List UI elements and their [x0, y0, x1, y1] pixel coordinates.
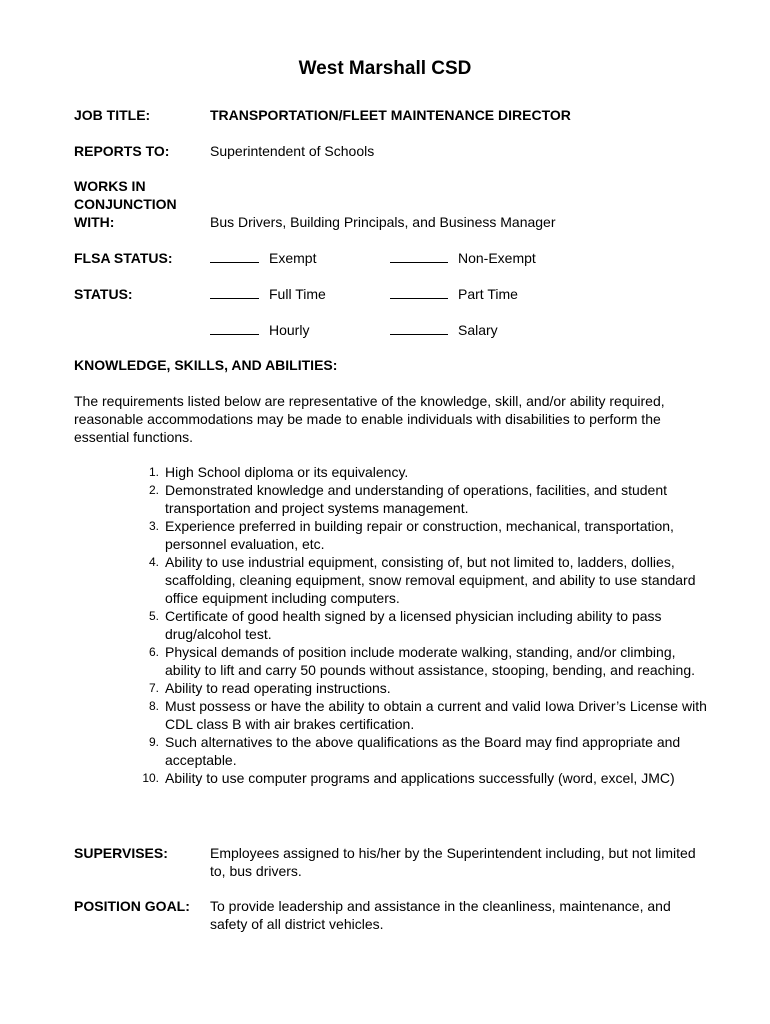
list-item: 2. Demonstrated knowledge and understanding of operations, facilities, and student transportation and project systems management.: [148, 482, 667, 516]
supervises-label: SUPERVISES:: [74, 845, 168, 861]
position-goal-value: To provide leadership and assistance in the cleanliness, maintenance, and safety of all district vehicles.: [210, 898, 671, 932]
reports-to-value: Superintendent of Schools: [210, 143, 375, 159]
job-title-label: JOB TITLE:: [74, 107, 151, 123]
document-title: West Marshall CSD: [298, 58, 472, 79]
job-title-value: TRANSPORTATION/FLEET MAINTENANCE DIRECTOR: [210, 107, 571, 123]
requirements-list: [142, 463, 715, 787]
list-item: 4. Ability to use industrial equipment, consisting of, but not limited to, ladders, dollies, scaffolding, cleaning equipment, snow removal equipment, and ability to use standard office equipment including computers.: [148, 554, 696, 606]
list-item: 6. Physical demands of position include moderate walking, standing, and/or climbing, ability to lift and carry 50 pounds without assistance, stooping, bending, and reaching.: [148, 644, 695, 678]
blank-line: [390, 287, 448, 299]
ksa-intro: The requirements listed below are representative of the knowledge, skill, and/or ability required, reasonable accommodations may be made to enable individuals with disabilities to perform the essential functions.: [74, 393, 665, 445]
status-salary-option[interactable]: Salary: [390, 321, 498, 339]
flsa-exempt-option[interactable]: Exempt: [210, 249, 316, 267]
position-goal-label: POSITION GOAL:: [74, 898, 190, 914]
works-with-label: WORKS IN CONJUNCTION WITH:: [74, 178, 177, 230]
blank-line: [390, 251, 448, 263]
list-item: 9. Such alternatives to the above qualifications as the Board may find appropriate and acceptable.: [148, 734, 681, 768]
status-label: STATUS:: [74, 286, 133, 302]
status-hourly-option[interactable]: Hourly: [210, 321, 309, 339]
status-full-time-option[interactable]: Full Time: [210, 285, 326, 303]
reports-to-label: REPORTS TO:: [74, 143, 170, 159]
blank-line: [210, 287, 259, 299]
blank-line: [390, 323, 448, 335]
ksa-heading: KNOWLEDGE, SKILLS, AND ABILITIES:: [74, 357, 338, 373]
supervises-value: Employees assigned to his/her by the Superintendent including, but not limited to, bus drivers.: [210, 845, 696, 879]
list-item: 3. Experience preferred in building repair or construction, mechanical, transportation, personnel evaluation, etc.: [148, 518, 674, 552]
list-item: 1. High School diploma or its equivalency.: [148, 464, 409, 480]
list-item: 5. Certificate of good health signed by a licensed physician including ability to pass drug/alcohol test.: [148, 608, 662, 642]
list-item: 10. Ability to use computer programs and applications successfully (word, excel, JMC): [142, 770, 675, 786]
list-item: 7. Ability to read operating instructions.: [148, 680, 391, 696]
status-part-time-option[interactable]: Part Time: [390, 285, 518, 303]
works-with-value: Bus Drivers, Building Principals, and Business Manager: [210, 214, 556, 230]
blank-line: [210, 251, 259, 263]
list-item: 8. Must possess or have the ability to obtain a current and valid Iowa Driver’s License with CDL class B with air brakes certification.: [148, 698, 707, 732]
blank-line: [210, 323, 259, 335]
flsa-non-exempt-option[interactable]: Non-Exempt: [390, 249, 536, 267]
flsa-status-label: FLSA STATUS:: [74, 250, 173, 266]
